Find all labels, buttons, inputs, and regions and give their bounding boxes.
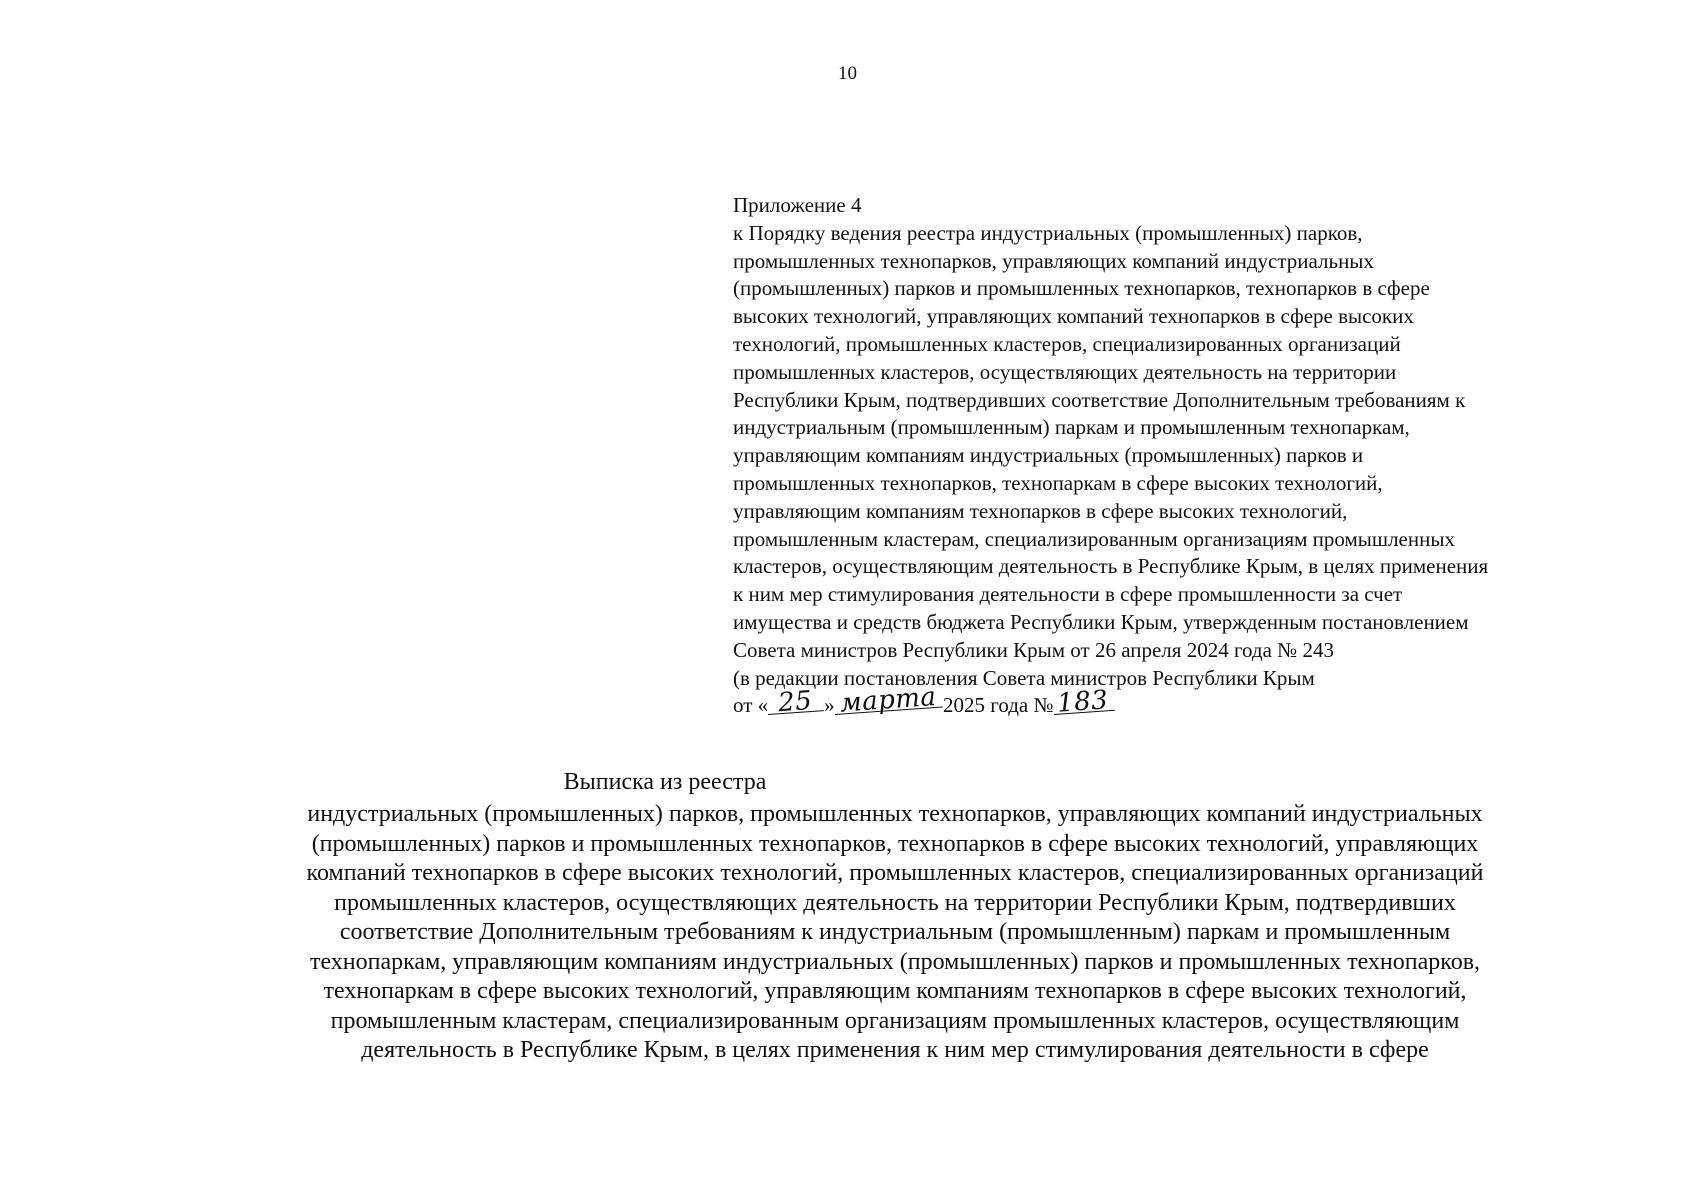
- date-quote-close: »: [824, 693, 835, 718]
- appendix-line: промышленных технопарков, управляющих компаний индустриальных: [733, 248, 1374, 273]
- appendix-line: управляющим компаниям технопарков в сфере высоких технологий,: [733, 498, 1348, 523]
- extract-line: промышленным кластерам, специализированным организациям промышленных кластеров, осуществляющим: [330, 1007, 1460, 1034]
- appendix-line: технологий, промышленных кластеров, специализированных организаций: [733, 331, 1401, 356]
- extract-line: индустриальных (промышленных) парков, промышленных технопарков, управляющих компаний индустриальных: [307, 801, 1483, 827]
- appendix-line: (промышленных) парков и промышленных технопарков, технопарков в сфере: [733, 276, 1430, 301]
- page-number: 10: [838, 63, 857, 84]
- appendix-line: кластеров, осуществляющим деятельность в Республике Крым, в целях применения: [733, 554, 1489, 579]
- date-prefix: от «: [733, 693, 769, 718]
- amendment-date-line: [733, 682, 1673, 720]
- extract-line: компаний технопарков в сфере высоких технологий, промышленных кластеров, специализированных организаций: [306, 860, 1484, 886]
- appendix-line: промышленных технопарков, технопаркам в сфере высоких технологий,: [733, 470, 1383, 495]
- appendix-header: [733, 192, 1673, 720]
- appendix-line: индустриальным (промышленным) паркам и промышленным технопаркам,: [733, 415, 1410, 440]
- appendix-line: к ним мер стимулирования деятельности в сфере промышленности за счет: [733, 582, 1403, 607]
- extract-body: [170, 800, 1620, 1066]
- extract-line: соответствие Дополнительным требованиям к индустриальным (промышленным) паркам и промышленным: [339, 919, 1451, 945]
- appendix-line: (в редакции постановления Совета министров Республики Крым: [733, 665, 1315, 690]
- extract-line: технопаркам в сфере высоких технологий, управляющим компаниям технопарков в сфере высоких технологий,: [323, 978, 1467, 1004]
- appendix-line: промышленным кластерам, специализированным организациям промышленных: [733, 526, 1455, 551]
- appendix-line: Совета министров Республики Крым от 26 апреля 2024 года № 243: [733, 637, 1334, 662]
- appendix-line: управляющим компаниям индустриальных (промышленных) парков и: [733, 443, 1364, 468]
- appendix-line: промышленных кластеров, осуществляющих деятельность на территории: [733, 359, 1397, 384]
- extract-line: (промышленных) парков и промышленных технопарков, технопарков в сфере высоких технологий, управляющих: [311, 830, 1479, 857]
- handwritten-number: 183: [1052, 690, 1114, 715]
- extract-line: технопаркам, управляющим компаниям индустриальных (промышленных) парков и промышленных технопарков,: [309, 948, 1481, 975]
- appendix-title: Приложение 4: [733, 193, 862, 217]
- appendix-line: к Порядку ведения реестра индустриальных (промышленных) парков,: [733, 220, 1363, 245]
- extract-title: Выписка из реестра: [563, 769, 767, 795]
- appendix-line: высоких технологий, управляющих компаний технопарков в сфере высоких: [733, 304, 1414, 329]
- extract-line: промышленных кластеров, осуществляющих деятельность на территории Республики Крым, подтвердивших: [334, 889, 1456, 916]
- extract-line: деятельность в Республике Крым, в целях применения к ним мер стимулирования деятельности в сфере: [361, 1037, 1429, 1063]
- appendix-line: Республики Крым, подтвердивших соответствие Дополнительным требованиям к: [733, 387, 1466, 412]
- handwritten-month: марта: [833, 687, 943, 716]
- appendix-line: имущества и средств бюджета Республики Крым, утвержденным постановлением: [733, 609, 1469, 634]
- date-year-text: 2025 года №: [943, 693, 1054, 718]
- handwritten-day: 25: [767, 690, 824, 715]
